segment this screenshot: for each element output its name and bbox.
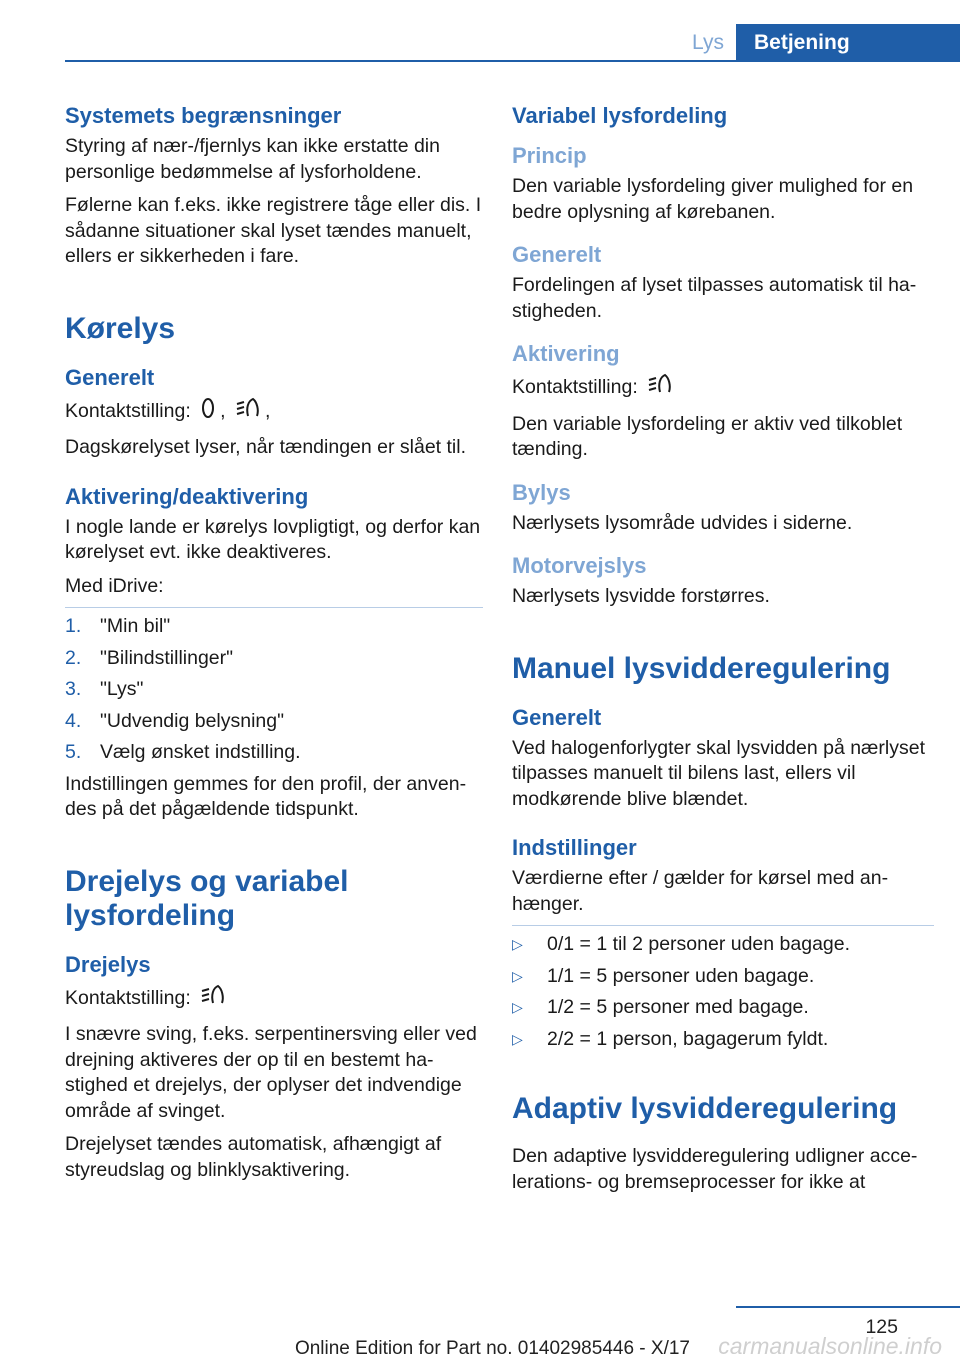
bylys-heading: Bylys	[512, 479, 571, 505]
aktivering-paragraph-3: Indstillingen gemmes for den profil, der anvendes på det pågældende tidspunkt.	[65, 772, 467, 820]
triangle-bullet-icon: ▷	[512, 999, 523, 1015]
princip-paragraph: Den variable lysfordeling giver mulighed for en bedre oplysning af kørebanen.	[512, 175, 914, 223]
drejelys-paragraph-1: I snævre sving, f.eks. serpentinersving eller ved drejning aktiveres der op til en bestemt hastighed et drejelys, der oplyser det indvendige område af svinget.	[65, 1023, 477, 1122]
drejelys-heading: Drejelys	[65, 951, 151, 977]
list-item: 2. "Bilindstillinger"	[65, 646, 234, 669]
watermark: carmanualsonline.info	[718, 1333, 942, 1359]
drejelys-kontakt-label: Kontaktstilling:	[65, 986, 191, 1009]
list-top-rule	[65, 607, 483, 608]
variabel-generelt-heading: Generelt	[512, 242, 602, 267]
motorvejslys-paragraph: Nærlysets lysvidde forstørres.	[512, 585, 770, 607]
indstillinger-heading: Indstillinger	[512, 835, 637, 860]
idrive-steps-list	[65, 614, 483, 766]
variabel-generelt-paragraph: Fordelingen af lyset tilpasses automatisk til hastigheden.	[512, 274, 917, 322]
header-section-label: Lys	[692, 31, 724, 54]
aktivering-deaktivering-heading: Aktivering/deaktivering	[65, 483, 309, 509]
kontakt-separator-2: ,	[265, 399, 271, 422]
aktivering-kontakt-label: Kontaktstilling:	[512, 375, 638, 398]
list-item: ▷ 2/2 = 1 person, bagagerum fyldt.	[512, 1027, 934, 1053]
limits-paragraph-1: Styring af nær-/fjernlys kan ikke erstatte din personlige bedømmelse af lysforholdene.	[65, 135, 440, 183]
list-item: 5. Vælg ønsket indstilling.	[65, 741, 301, 763]
manuel-generelt-heading: Generelt	[512, 704, 602, 730]
edition-text: Online Edition for Part no. 01402985446 - X/17	[294, 1338, 690, 1359]
aktivering-paragraph-2: Med iDrive:	[65, 574, 164, 597]
right-column	[512, 102, 934, 1203]
adaptiv-lysvidde-heading: Adaptiv lysvidderegulering	[512, 1092, 898, 1125]
drejelys-kontakt-line	[65, 983, 483, 1015]
korelys-generelt-paragraph: Dagskørelyset lyser, når tændingen er slået til.	[65, 436, 467, 458]
kontakt-separator-1: ,	[220, 399, 226, 422]
aktivering-paragraph-1: I nogle lande er kørelys lovpligtigt, og derfor kan kørelyset evt. ikke deaktiveres.	[65, 515, 481, 563]
ignition-on-icon	[647, 372, 673, 404]
bylys-paragraph: Nærlysets lysområde udvides i siderne.	[512, 511, 853, 534]
aktivering-heading: Aktivering	[512, 341, 620, 366]
limits-paragraph-2: Følerne kan f.eks. ikke registrere tåge eller dis. I sådanne situationer skal lyset tændes manuelt, ellers er sikkerheden i fare.	[65, 194, 482, 267]
korelys-kontakt-line	[65, 396, 483, 428]
footer-rule	[736, 1306, 960, 1308]
header-chapter-tab: Betjening	[736, 24, 960, 62]
list-item: ▷ 1/1 = 5 personer uden bagage.	[512, 964, 934, 990]
drejelys-variabel-heading: Drejelys og variabel lysfordeling	[65, 864, 349, 932]
aktivering-paragraph: Den variable lysfordeling er aktiv ved tilkoblet tænding.	[512, 412, 903, 460]
list-item: 1. "Min bil"	[65, 615, 171, 637]
adaptiv-paragraph: Den adaptive lysvidderegulering udligner accelerations- og bremseprocesser for ikke at	[512, 1145, 918, 1193]
variabel-lysfordeling-heading: Variabel lysfordeling	[512, 103, 728, 128]
drejelys-paragraph-2: Drejelyset tændes automatisk, afhængigt af styreudslag og blinklysaktivering.	[65, 1133, 442, 1181]
list-item: ▷ 1/2 = 5 personer med bagage.	[512, 995, 934, 1021]
list-item: ▷ 0/1 = 1 til 2 personer uden bagage.	[512, 932, 934, 958]
list-item: 3. "Lys"	[65, 678, 144, 700]
list-item: 4. "Udvendig belysning"	[65, 709, 285, 732]
aktivering-kontakt-line	[512, 372, 934, 404]
indstillinger-list	[512, 932, 934, 1052]
manuel-lysvidde-heading: Manuel lysvidderegulering	[512, 651, 891, 685]
ignition-radio-icon	[200, 396, 216, 428]
ignition-on-icon	[235, 396, 261, 428]
header-rule	[65, 60, 960, 62]
triangle-bullet-icon: ▷	[512, 967, 523, 984]
left-column	[65, 102, 483, 1191]
page-number: 125	[865, 1316, 898, 1338]
princip-heading: Princip	[512, 143, 587, 168]
indstillinger-paragraph: Værdierne efter / gælder for kørsel med anhænger.	[512, 867, 889, 915]
motorvejslys-heading: Motorvejslys	[512, 553, 647, 578]
bullets-top-rule	[512, 925, 934, 926]
korelys-generelt-heading: Generelt	[65, 364, 155, 390]
triangle-bullet-icon: ▷	[512, 936, 523, 952]
manuel-generelt-paragraph: Ved halogenforlygter skal lysvidden på nærlyset tilpasses manuelt til bilens last, ellers vil modkørende blive blændet.	[512, 736, 925, 810]
ignition-on-icon	[200, 983, 226, 1015]
korelys-heading: Kørelys	[65, 311, 176, 345]
limits-heading: Systemets begrænsninger	[65, 103, 342, 128]
triangle-bullet-icon: ▷	[512, 1030, 523, 1047]
kontakt-label: Kontaktstilling:	[65, 399, 191, 422]
